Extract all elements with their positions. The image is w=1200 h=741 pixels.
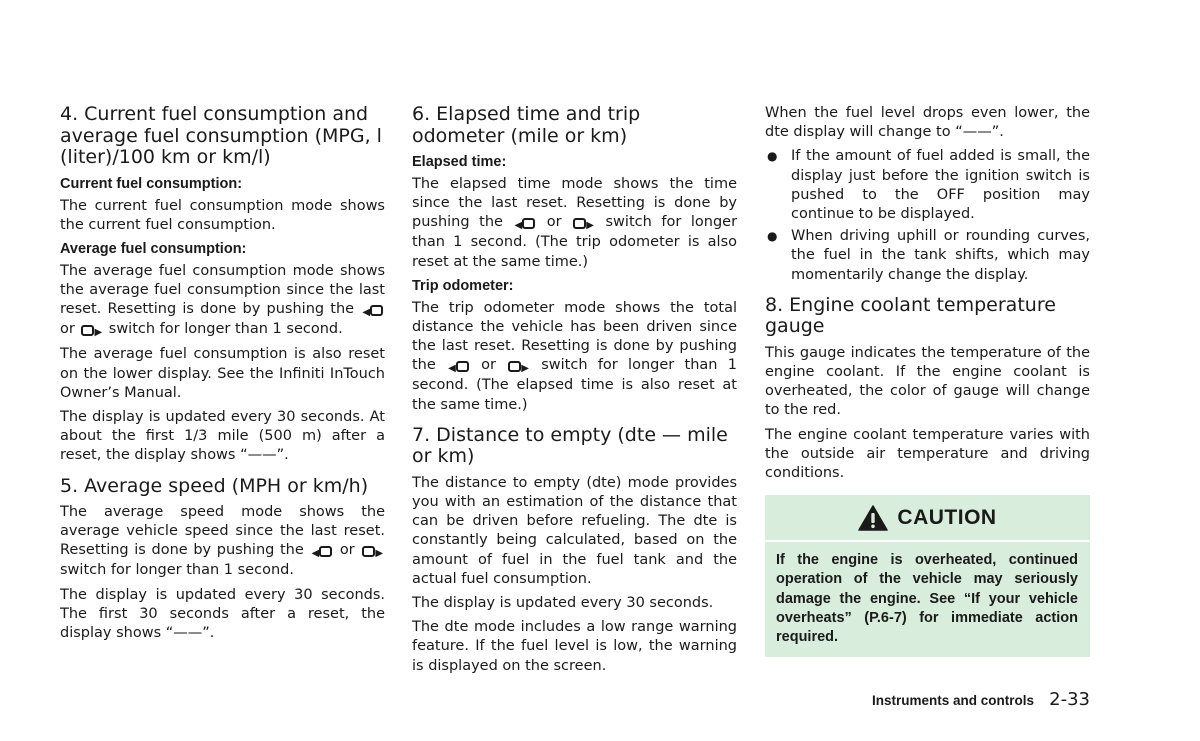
dte-paragraph-2: The display is updated every 30 seconds. xyxy=(412,595,714,612)
coolant-paragraph-1: This gauge indicates the temperature of the engine coolant. If the engine coolant is overheated, the color of gauge will change to the red. xyxy=(765,344,1090,419)
current-fuel-paragraph: The current fuel consumption mode shows the current fuel consumption. xyxy=(60,197,385,233)
average-fuel-update-paragraph: The display is updated every 30 seconds. At about the first 1/3 mile (500 m) after a reset, the display shows “——”. xyxy=(60,408,385,464)
section-4 xyxy=(60,104,385,466)
bullet-icon: ● xyxy=(767,149,778,164)
trip-odometer-paragraph: The trip odometer mode shows the total distance the vehicle has been driven since the last reset. Resetting is done by pushing the ◀ or ▶ switch for longer than 1 second. (The elapsed time is also reset at the same time.) xyxy=(412,299,737,413)
footer-section-title: Instruments and controls xyxy=(872,693,1035,708)
caution-box xyxy=(765,495,1090,657)
list-item: ● If the amount of fuel added is small, the display just before the ignition switch is pushed to the OFF position may continue to be displayed. xyxy=(767,148,1090,223)
dte-paragraph-1: The distance to empty (dte) mode provides you with an estimation of the distance that can be driven before refueling. The dte is constantly being calculated, based on the amount of fuel in the fuel tank and the actual fuel consumption. xyxy=(412,474,737,587)
dte-continued-paragraph: When the fuel level drops even lower, the dte display will change to “——”. xyxy=(765,105,1090,141)
bullet-icon: ● xyxy=(767,229,778,244)
average-fuel-subheading: Average fuel consumption: xyxy=(60,240,247,257)
page-number: 2-33 xyxy=(1049,689,1090,710)
section-5 xyxy=(60,476,385,644)
left-switch-icon: ◀ xyxy=(448,361,469,376)
average-fuel-reset-paragraph: The average fuel consumption is also reset on the lower display. See the Infiniti InTouch Owner’s Manual. xyxy=(60,346,385,401)
current-fuel-subheading: Current fuel consumption: xyxy=(60,175,243,192)
trip-odometer-subheading: Trip odometer: xyxy=(412,277,514,294)
right-switch-icon: ▶ xyxy=(81,325,102,340)
caution-header xyxy=(765,495,1090,542)
column-3 xyxy=(765,104,1090,657)
dte-bullet-list xyxy=(765,147,1090,284)
right-switch-icon: ▶ xyxy=(573,218,594,233)
average-speed-update-paragraph: The display is updated every 30 seconds. The first 30 seconds after a reset, the display shows “——”. xyxy=(60,586,385,642)
average-fuel-paragraph: The average fuel consumption mode shows the average fuel consumption since the last reset. Resetting is done by pushing the ◀ or ▶ switch for longer than 1 second. xyxy=(60,262,385,339)
section-4-heading: 4. Current fuel consumption and average fuel consumption (MPG, l (liter)/100 km or km/l) xyxy=(60,103,382,168)
section-8-heading: 8. Engine coolant temperature gauge xyxy=(765,293,1056,338)
column-1 xyxy=(60,104,385,648)
elapsed-time-paragraph: The elapsed time mode shows the time since the last reset. Resetting is done by pushing the ◀ or ▶ switch for longer than 1 second. (The trip odometer is also reset at the same time.) xyxy=(412,176,738,270)
section-6-heading: 6. Elapsed time and trip odometer (mile or km) xyxy=(412,103,641,147)
left-switch-icon: ◀ xyxy=(515,218,536,233)
right-switch-icon: ▶ xyxy=(508,361,529,376)
left-switch-icon: ◀ xyxy=(311,546,332,561)
section-7-heading: 7. Distance to empty (dte — mile or km) xyxy=(412,423,728,468)
warning-triangle-icon xyxy=(858,505,888,531)
elapsed-time-subheading: Elapsed time: xyxy=(412,154,507,170)
left-switch-icon: ◀ xyxy=(362,305,383,320)
column-2 xyxy=(412,104,737,681)
section-6 xyxy=(412,104,737,415)
coolant-paragraph-2: The engine coolant temperature varies with the outside air temperature and driving conditions. xyxy=(765,426,1090,482)
average-speed-paragraph: The average speed mode shows the average vehicle speed since the last reset. Resetting is done by pushing the ◀ or ▶ switch for longer than 1 second. xyxy=(60,504,385,579)
caution-body: If the engine is overheated, continued operation of the vehicle may seriously damage the engine. See “If your vehicle overheats” (P.6-7) for immediate action required. xyxy=(776,552,1078,646)
dte-paragraph-3: The dte mode includes a low range warning feature. If the fuel level is low, the warning is displayed on the screen. xyxy=(412,619,737,674)
list-item: ● When driving uphill or rounding curves, the fuel in the tank shifts, which may momentarily change the display. xyxy=(767,228,1090,283)
section-5-heading: 5. Average speed (MPH or km/h) xyxy=(60,474,369,497)
section-8 xyxy=(765,295,1090,483)
caution-title: CAUTION xyxy=(897,505,997,529)
right-switch-icon: ▶ xyxy=(362,546,383,561)
page-footer xyxy=(765,689,1090,710)
section-7 xyxy=(412,425,737,676)
